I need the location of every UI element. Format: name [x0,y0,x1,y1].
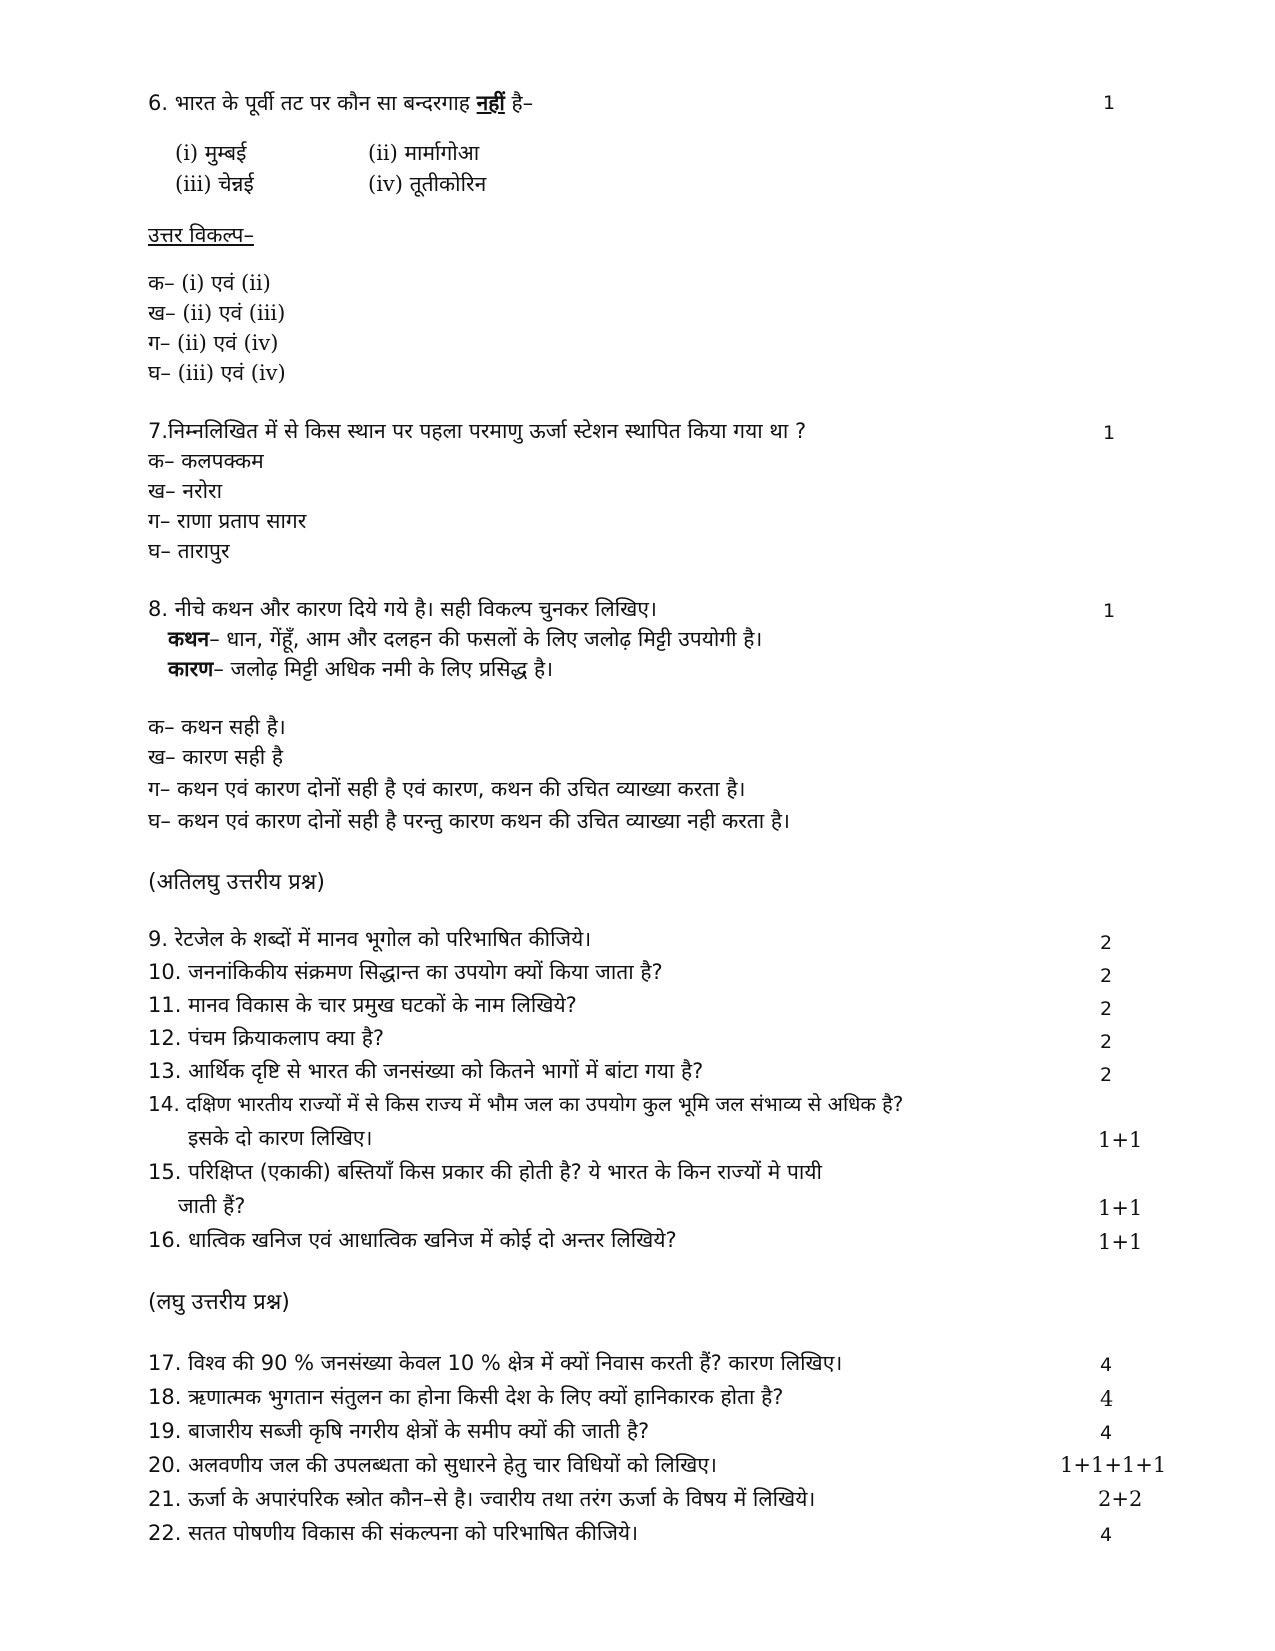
q15-continuation: जाती हैं? [178,1194,246,1218]
section-heading-very-short: (अतिलघु उत्तरीय प्रश्न) [148,870,325,895]
q7-choice-b: ख– नरोरा [148,479,223,503]
q8-assertion-label: कथन [168,627,210,651]
q22-question: 22. सतत पोषणीय विकास की संकल्पना को परिभाषित कीजिये। [148,1521,639,1545]
q6-choice-b: ख– (ii) एवं (iii) [148,301,286,325]
q6-option-2: (ii) मार्मागोआ [368,141,480,165]
q6-choices-heading: उत्तर विकल्प– [148,223,254,247]
q12-question: 12. पंचम क्रियाकलाप क्या है? [148,1026,384,1050]
q6-option-1: (i) मुम्बई [175,141,247,165]
q8-reason-label: कारण [168,657,214,681]
q14-question: 14. दक्षिण भारतीय राज्यों में से किस राज्य में भौम जल का उपयोग कुल भूमि जल संभाव्य से अधिक है? [148,1092,904,1116]
q8-choice-b: ख– कारण सही है [148,745,283,769]
q6-marks: 1 [1103,92,1116,114]
q14-marks: 1+1 [1098,1128,1143,1152]
q9-question: 9. रेटजेल के शब्दों में मानव भूगोल को परिभाषित कीजिये। [148,927,592,951]
q9-marks: 2 [1100,932,1113,954]
q11-marks: 2 [1100,998,1113,1020]
q12-marks: 2 [1100,1031,1113,1053]
q14-continuation: इसके दो कारण लिखिए। [188,1126,373,1150]
q7-marks: 1 [1103,422,1116,444]
q16-marks: 1+1 [1098,1230,1143,1254]
q19-marks: 4 [1100,1422,1113,1444]
q7-choice-a: क– कलपक्कम [148,449,264,473]
q18-question: 18. ऋणात्मक भुगतान संतुलन का होना किसी देश के लिए क्यों हानिकारक होता है? [148,1385,784,1409]
q19-question: 19. बाजारीय सब्जी कृषि नगरीय क्षेत्रों के समीप क्यों की जाती है? [148,1419,650,1443]
q6-choice-c: ग– (ii) एवं (iv) [148,331,279,355]
q7-question: 7.निम्नलिखित में से किस स्थान पर पहला परमाणु ऊर्जा स्टेशन स्थापित किया गया था ? [148,419,807,443]
q20-marks: 1+1+1+1 [1060,1453,1167,1477]
q16-question: 16. धात्विक खनिज एवं आधात्विक खनिज में कोई दो अन्तर लिखिये? [148,1228,677,1252]
q17-marks: 4 [1100,1354,1113,1376]
q13-question: 13. आर्थिक दृष्टि से भारत की जनसंख्या को कितने भागों में बांटा गया है? [148,1059,704,1083]
q13-marks: 2 [1100,1064,1113,1086]
q18-marks: 4 [1100,1387,1114,1411]
q20-question: 20. अलवणीय जल की उपलब्धता को सुधारने हेतु चार विधियों को लिखिए। [148,1453,717,1477]
q8-assertion: कथन– धान, गेंहूँ, आम और दलहन की फसलों के लिए जलोढ़ मिट्टी उपयोगी है। [168,627,763,651]
q6-question: 6. भारत के पूर्वी तट पर कौन सा बन्दरगाह नहीं है– [148,91,534,115]
q15-question: 15. परिक्षिप्त (एकाकी) बस्तियाँ किस प्रकार की होती है? ये भारत के किन राज्यों मे पायी [148,1160,822,1184]
q8-choice-d: घ– कथन एवं कारण दोनों सही है परन्तु कारण कथन की उचित व्याख्या नही करता है। [148,809,790,833]
q17-question: 17. विश्व की 90 % जनसंख्या केवल 10 % क्षेत्र में क्यों निवास करती हैं? कारण लिखिए। [148,1351,843,1375]
q15-marks: 1+1 [1098,1196,1143,1220]
q10-marks: 2 [1100,965,1113,987]
q6-option-3: (iii) चेन्नई [175,172,254,196]
q11-question: 11. मानव विकास के चार प्रमुख घटकों के नाम लिखिये? [148,993,577,1017]
q21-question: 21. ऊर्जा के अपारंपरिक स्त्रोत कौन–से है। ज्वारीय तथा तरंग ऊर्जा के विषय में लिखिये। [148,1487,816,1511]
q6-choice-a: क– (i) एवं (ii) [148,271,271,295]
q6-emphasis: नहीं [476,91,505,115]
q8-choice-c: ग– कथन एवं कारण दोनों सही है एवं कारण, कथन की उचित व्याख्या करता है। [148,777,746,801]
q7-choice-c: ग– राणा प्रताप सागर [148,509,307,533]
q7-choice-d: घ– तारापुर [148,539,230,563]
q6-option-4: (iv) तूतीकोरिन [368,172,487,196]
q8-marks: 1 [1103,600,1116,622]
q6-choice-d: घ– (iii) एवं (iv) [148,361,286,385]
section-heading-short: (लघु उत्तरीय प्रश्न) [148,1290,290,1315]
q8-choice-a: क– कथन सही है। [148,715,286,739]
q22-marks: 4 [1100,1524,1113,1546]
q8-question: 8. नीचे कथन और कारण दिये गये है। सही विकल्प चुनकर लिखिए। [148,597,657,621]
q21-marks: 2+2 [1098,1487,1143,1511]
q10-question: 10. जननांकिकीय संक्रमण सिद्धान्त का उपयोग क्यों किया जाता है? [148,960,663,984]
q8-reason: कारण– जलोढ़ मिट्टी अधिक नमी के लिए प्रसिद्ध है। [168,657,554,681]
